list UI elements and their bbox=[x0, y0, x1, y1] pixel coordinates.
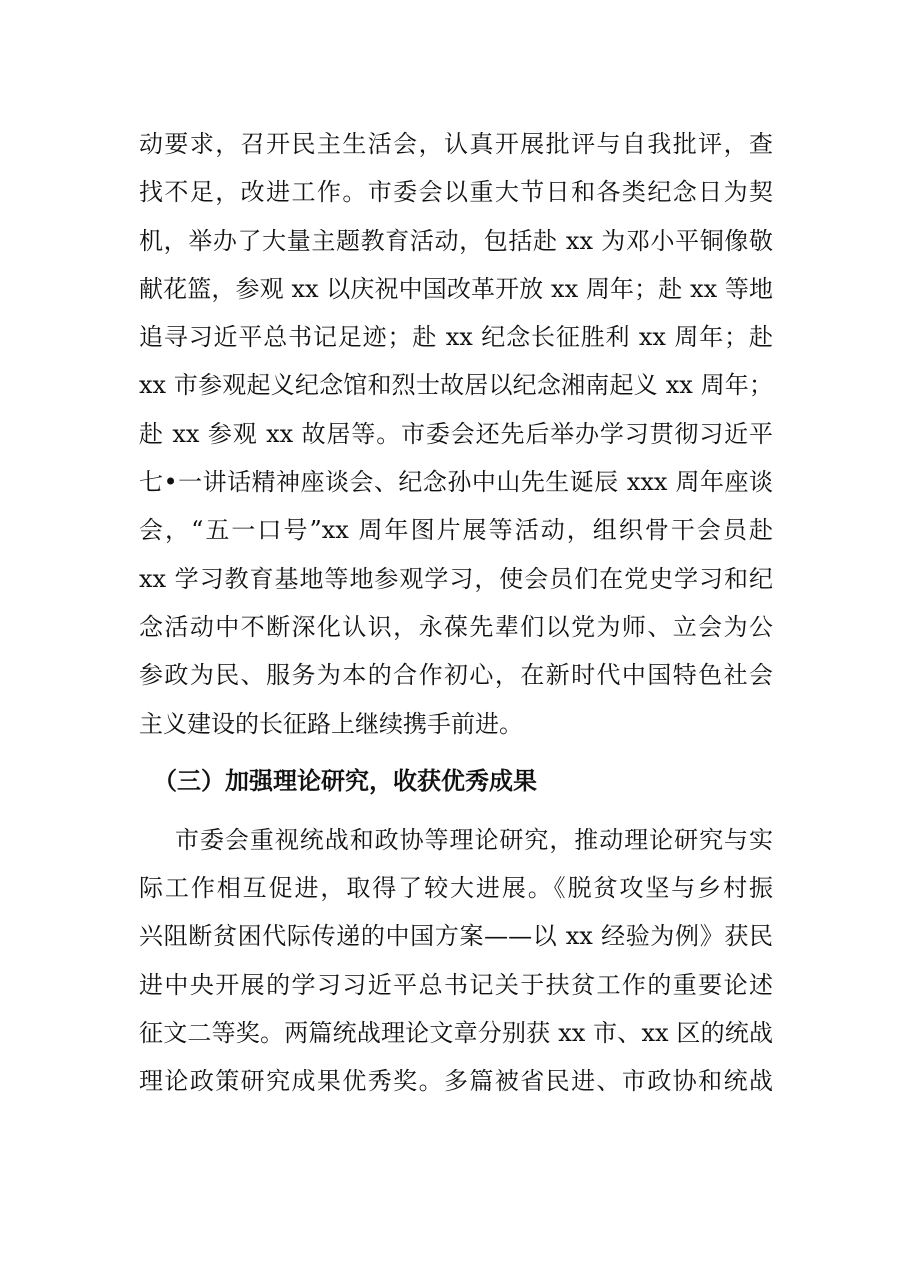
paragraph-line: 征文二等奖。两篇统战理论文章分别获 xx 市、xx 区的统战 bbox=[139, 1019, 773, 1048]
paragraph-line: 动要求，召开民主生活会，认真开展批评与自我批评，查 bbox=[139, 130, 773, 158]
paragraph-line: 献花篮，参观 xx 以庆祝中国改革开放 xx 周年；赴 xx 等地 bbox=[139, 274, 773, 303]
document-page bbox=[139, 120, 773, 1106]
paragraph-line: 机，举办了大量主题教育活动，包括赴 xx 为邓小平铜像敬 bbox=[139, 226, 773, 255]
paragraph-line: 进中央开展的学习习近平总书记关于扶贫工作的重要论述 bbox=[139, 970, 773, 999]
paragraph-line: xx 学习教育基地等地参观学习，使会员们在党史学习和纪 bbox=[139, 564, 773, 593]
paragraph-2 bbox=[139, 816, 773, 1106]
paragraph-1 bbox=[139, 120, 773, 748]
paragraph-line: 会，“五一口号”xx 周年图片展等活动，组织骨干会员赴 bbox=[139, 516, 773, 545]
paragraph-line: 追寻习近平总书记足迹；赴 xx 纪念长征胜利 xx 周年；赴 bbox=[139, 323, 773, 352]
paragraph-line: 际工作相互促进，取得了较大进展。《脱贫攻坚与乡村振 bbox=[139, 874, 773, 903]
paragraph-line: 理论政策研究成果优秀奖。多篇被省民进、市政协和统战 bbox=[139, 1067, 773, 1096]
paragraph-line: 念活动中不断深化认识，永葆先辈们以党为师、立会为公 bbox=[139, 612, 773, 641]
paragraph-line: 市委会重视统战和政协等理论研究，推动理论研究与实 bbox=[175, 825, 773, 854]
paragraph-line: 兴阻断贫困代际传递的中国方案——以 xx 经验为例》获民 bbox=[139, 922, 773, 951]
paragraph-line: 主义建设的长征路上继续携手前进。 bbox=[139, 709, 523, 738]
paragraph-line: 找不足，改进工作。市委会以重大节日和各类纪念日为契 bbox=[139, 178, 773, 207]
paragraph-line: 七•一讲话精神座谈会、纪念孙中山先生诞辰 xxx 周年座谈 bbox=[139, 468, 773, 497]
section-heading: （三）加强理论研究，收获优秀成果 bbox=[153, 766, 537, 795]
paragraph-line: 赴 xx 参观 xx 故居等。市委会还先后举办学习贯彻习近平 bbox=[139, 419, 773, 448]
paragraph-line: xx 市参观起义纪念馆和烈士故居以纪念湘南起义 xx 周年； bbox=[139, 371, 773, 400]
paragraph-line: 参政为民、服务为本的合作初心，在新时代中国特色社会 bbox=[139, 661, 773, 690]
